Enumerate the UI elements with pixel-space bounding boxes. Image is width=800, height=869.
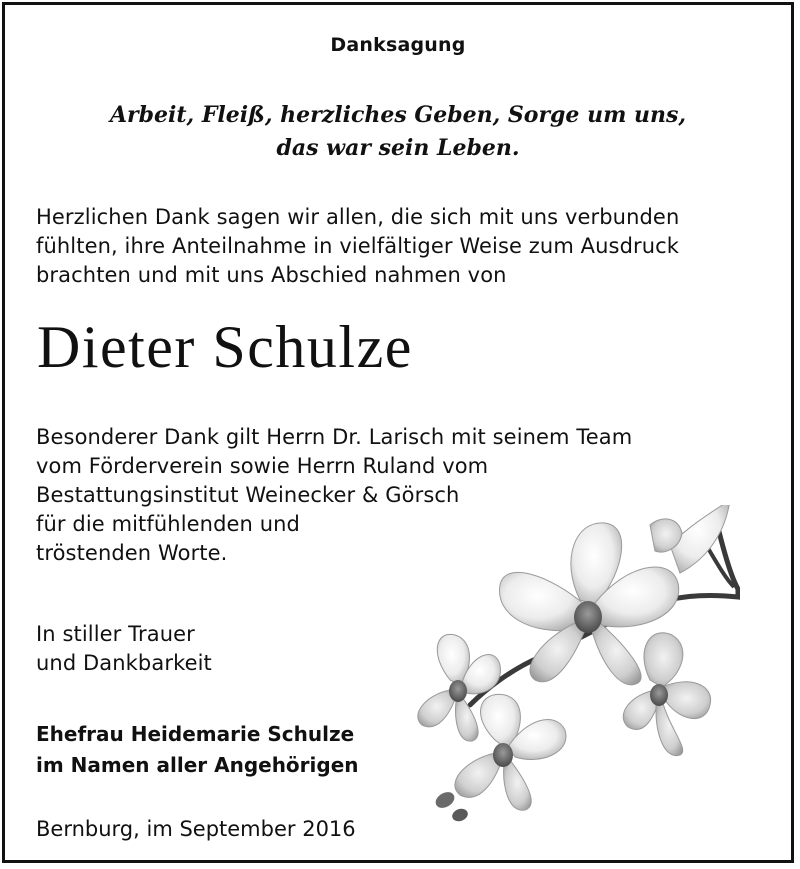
orchid-branch-icon [400,505,740,835]
thanks-line: tröstenden Worte. [36,541,228,565]
signature-line: im Namen aller Angehörigen [36,753,359,777]
mourning-line: In stiller Trauer [36,622,195,646]
intro-paragraph [36,203,679,290]
motto-line: das war sein Leben. [276,135,520,161]
thanks-line: Besonderer Dank gilt Herrn Dr. Larisch mit seinem Team [36,425,633,449]
motto [5,99,791,165]
thanks-line: für die mitfühlenden und [36,512,300,536]
thanks-line: vom Förderverein sowie Herrn Ruland vom [36,454,489,478]
signature-line: Ehefrau Heidemarie Schulze [36,722,355,746]
intro-line: Herzlichen Dank sagen wir allen, die sich mit uns verbunden [36,205,680,229]
thanks-line: Bestattungsinstitut Weinecker & Görsch [36,483,460,507]
deceased-name: Dieter Schulze [37,314,413,380]
intro-line: fühlten, ihre Anteilnahme in vielfältiger Weise zum Ausdruck [36,234,680,258]
motto-line: Arbeit, Fleiß, herzliches Geben, Sorge um uns, [109,102,687,128]
place-date: Bernburg, im September 2016 [36,817,356,841]
signature [36,719,359,781]
intro-line: brachten und mit uns Abschied nahmen von [36,263,507,287]
mourning-text [36,620,212,678]
mourning-line: und Dankbarkeit [36,651,212,675]
notice-heading: Danksagung [330,34,466,56]
obituary-notice [2,2,794,863]
